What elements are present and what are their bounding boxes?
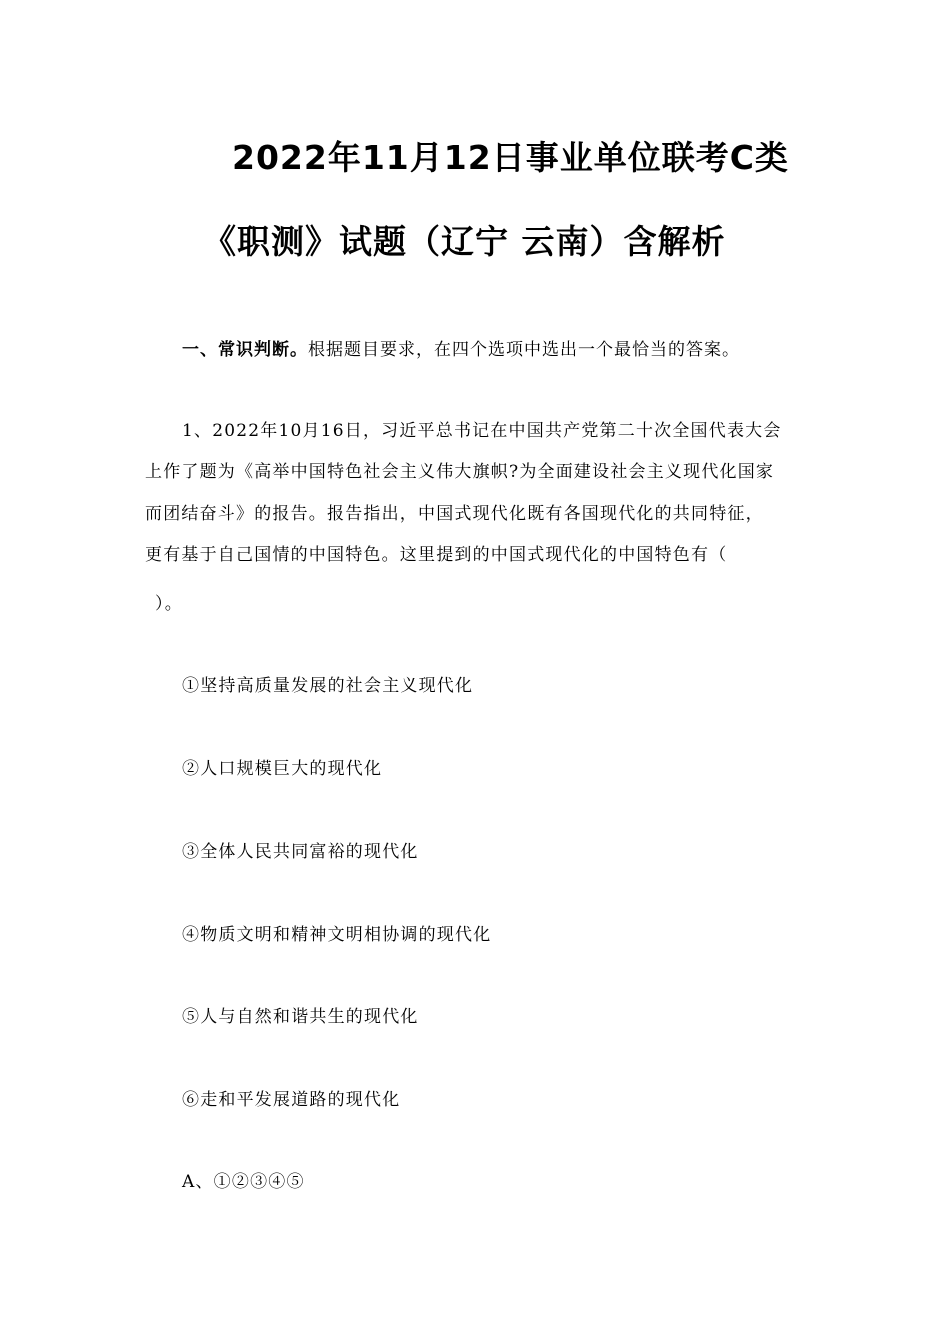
section-heading-label: 一、常识判断。 (182, 340, 308, 360)
section-heading (182, 336, 740, 364)
section-heading-instruction: 根据题目要求，在四个选项中选出一个最恰当的答案。 (308, 340, 740, 360)
question-text-line: 而团结奋斗》的报告。报告指出，中国式现代化既有各国现代化的共同特征， (145, 504, 764, 524)
question-text-line: 更有基于自己国情的中国特色。这里提到的中国式现代化的中国特色有（ (145, 545, 728, 565)
document-title-line-1: 2022年11月12日事业单位联考C类 (232, 138, 789, 177)
question-text-line: 1、2022年10月16日，习近平总书记在中国共产党第二十次全国代表大会 (182, 421, 782, 441)
question-statement-item: ⑥走和平发展道路的现代化 (182, 1090, 401, 1110)
answer-choice-a: A、①②③④⑤ (182, 1172, 305, 1192)
question-statement-item: ①坚持高质量发展的社会主义现代化 (182, 676, 474, 696)
question-statement-item: ⑤人与自然和谐共生的现代化 (182, 1007, 419, 1027)
question-statement-item: ④物质文明和精神文明相协调的现代化 (182, 925, 492, 945)
question-text-line: ）。 (155, 594, 183, 614)
question-text-line: 上作了题为《高举中国特色社会主义伟大旗帜?为全面建设社会主义现代化国家 (145, 462, 775, 482)
document-title-line-2: 《职测》试题（辽宁 云南）含解析 (203, 222, 726, 261)
question-statement-item: ③全体人民共同富裕的现代化 (182, 842, 419, 862)
question-statement-item: ②人口规模巨大的现代化 (182, 759, 383, 779)
